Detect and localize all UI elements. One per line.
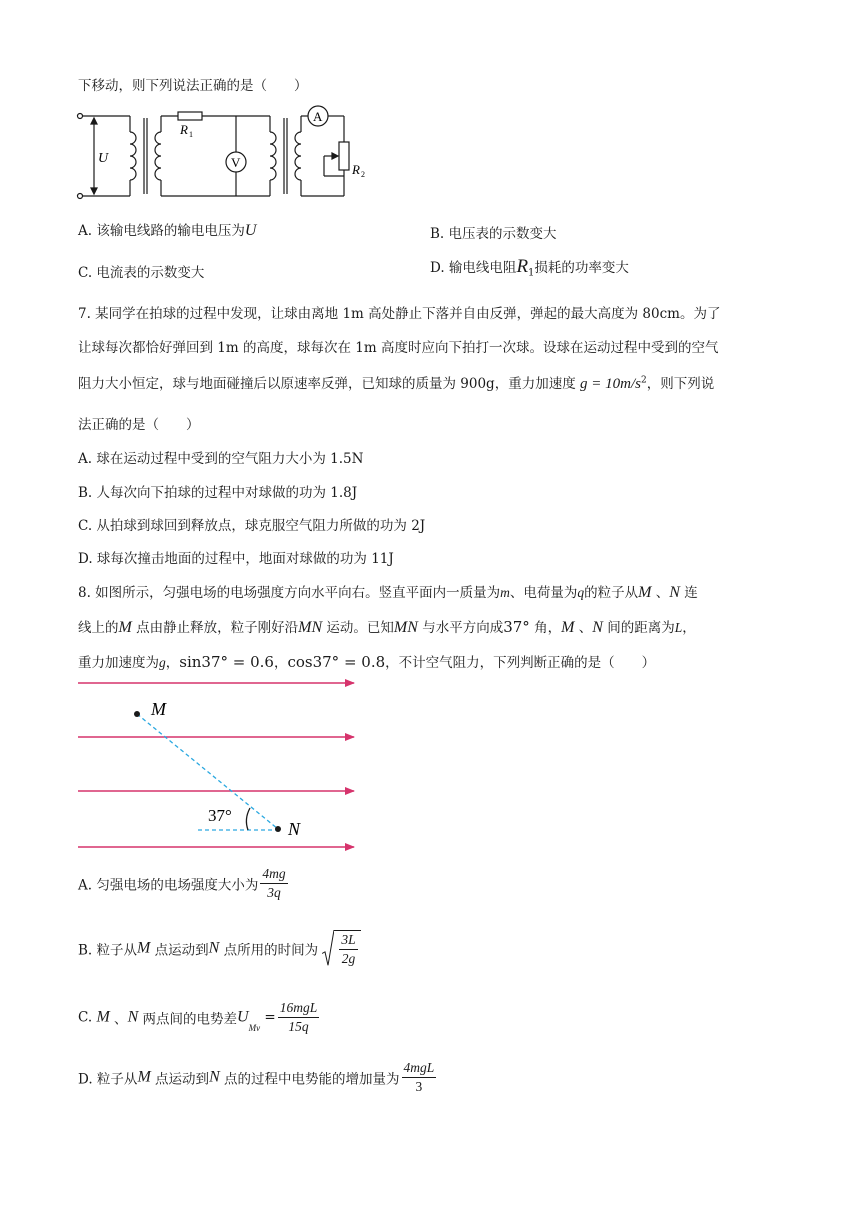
- q6-option-a: A. 该输电线路的输电电压为U: [78, 222, 257, 239]
- fraction-c: $\frac{\text{16mgL}}{15q}$: [279, 1000, 318, 1034]
- fraction-d: $\frac{\text{4mgL}}{3}$: [403, 1060, 435, 1094]
- q6-stem-tail: 下移动，则下列说法正确的是（ ）: [78, 78, 308, 94]
- label-r2-sub: 2: [361, 170, 365, 179]
- q7-line4: 法正确的是（ ）: [78, 417, 200, 433]
- label-angle: 37°: [208, 806, 232, 825]
- label-m: M: [151, 699, 166, 719]
- q8-line1: 8. 如图所示，匀强电场的电场强度方向水平向右。竖直平面内一质量为m、电荷量为q的粒子从M 、N 连: [78, 584, 698, 601]
- q6-option-d: D. 输电线电阻$R_1$损耗的功率变大: [430, 256, 629, 279]
- ammeter-label: A: [313, 109, 323, 124]
- q7-option-b: B. 人每次向下拍球的过程中对球做的功为 1.8J: [78, 485, 358, 501]
- q8-option-a: A. 匀强电场的电场强度大小为 $\frac{4mg}{3q}$: [78, 866, 286, 900]
- q8-option-c: C. M 、N 两点间的电势差$U_{Mv}$ = $\frac{\text{16mgL}}{15q}$: [78, 1000, 318, 1034]
- q7-line3: 阻力大小恒定，球与地面碰撞后以原速率反弹，已知球的质量为 900g，重力加速度 $g = 10m/s^2$，则下列说: [78, 375, 715, 392]
- q8-option-b: B. 粒子从M 点运动到N 点所用的时间为 $\frac{3L}{2g}$: [78, 930, 361, 967]
- label-r1: R: [180, 122, 188, 137]
- point-m: [134, 711, 140, 717]
- q7-option-c: C. 从拍球到球回到释放点，球克服空气阻力所做的功为 2J: [78, 518, 426, 534]
- label-u: U: [98, 151, 109, 166]
- voltmeter-label: V: [231, 155, 241, 170]
- q6-option-b: B. 电压表的示数变大: [430, 226, 557, 242]
- q7-option-a: A. 球在运动过程中受到的空气阻力大小为 1.5N: [78, 451, 364, 467]
- q7-option-d: D. 球每次撞击地面的过程中，地面对球做的功为 11J: [78, 551, 394, 567]
- electric-field-diagram: [78, 674, 368, 854]
- q8-line3: 重力加速度为g，sin37° = 0.6，cos37° = 0.8，不计空气阻力，下列判断正确的是（ ）: [78, 653, 656, 671]
- q6-option-c: C. 电流表的示数变大: [78, 265, 205, 281]
- label-n: N: [288, 819, 301, 839]
- transformer-circuit-diagram: [72, 104, 372, 204]
- sqrt-b: $\frac{3L}{2g}$: [322, 930, 360, 967]
- q7-line2: 让球每次都恰好弹回到 1m 的高度，球每次在 1m 高度时应向下拍打一次球。设球在运动过程中受到的空气: [78, 340, 719, 356]
- q8-option-d: D. 粒子从M 点运动到N 点的过程中电势能的增加量为 $\frac{\text{4mgL}}{3}$: [78, 1060, 435, 1094]
- label-r1-sub: 1: [189, 130, 193, 139]
- q8-line2: 线上的M 点由静止释放，粒子刚好沿MN 运动。已知MN 与水平方向成37° 角，M 、N 间的距离为L，: [78, 618, 696, 636]
- q7-line1: 7. 某同学在拍球的过程中发现，让球由离地 1m 高处静止下落并自由反弹，弹起的最大高度为 80cm。为了: [78, 306, 721, 322]
- label-r2: R: [352, 162, 360, 177]
- angle-arc: [246, 808, 250, 830]
- fraction-a: $\frac{4mg}{3q}$: [262, 866, 286, 900]
- point-n: [275, 826, 281, 832]
